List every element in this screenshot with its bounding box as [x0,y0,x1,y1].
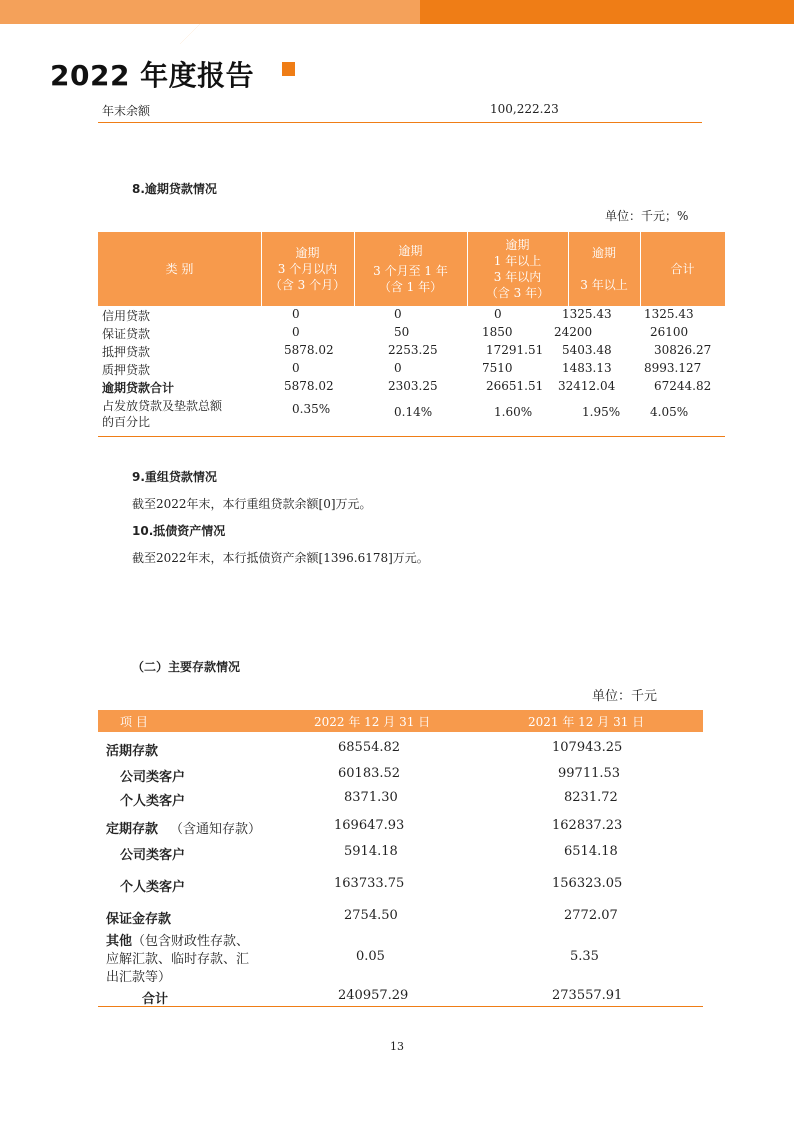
year-end-label: 年末余额 [102,104,151,118]
table-row: 抵押贷款 5878.02 2253.25 17291.51 5403.48 30826.27 [102,343,712,359]
report-title: 2022 年度报告 [50,59,255,92]
deposits-col-2021: 2021 年 12 月 31 日 [528,715,645,729]
deposits-unit: 单位：千元 [592,689,658,704]
overdue-heading: 8.逾期贷款情况 [132,182,217,196]
year-end-value: 100,222.23 [490,102,559,116]
overdue-col-1y-3y: 逾期 1 年以上 3 年以内 （含 3 年） [467,232,569,306]
table-row-total: 逾期贷款合计 5878.02 2303.25 26651.51 32412.04 67244.82 [102,379,712,395]
overdue-col-over-3y: 逾期 3 年以上 [568,232,641,306]
table-row: 质押贷款 0 0 7510 1483.13 8993.127 [102,361,702,377]
foreclosed-heading: 10.抵债资产情况 [132,524,226,538]
deposits-table-header [98,710,703,732]
page-number: 13 [390,1040,404,1053]
deposits-heading: （二）主要存款情况 [132,660,241,674]
title-accent-square [282,62,295,76]
year-end-row [98,100,702,123]
table-row: 保证贷款 0 50 1850 24200 26100 [102,325,689,341]
overdue-col-3m-1y: 逾期 3 个月至 1 年 （含 1 年） [354,232,468,306]
deposits-table: 项 目 2022 年 12 月 31 日 2021 年 12 月 31 日 活期存款 68554.82 107943.25 公司类客户 60183.52 99711.53 个人类客户 8371.30 8231.72 定期存款 （含通知存款） 169647.93 162837.23 公司类客户 5914.18 6514.18 个人类客户 163733.75 156323.05 保证金存款 2754.50 2772.07 其他（包含财政性存款、 应解汇款、临时存款、汇 出汇款等） 0.05 5.35 合计 240957.29 273557.91 [98,710,703,732]
overdue-table [98,232,725,430]
restructured-text: 截至2022年末，本行重组贷款余额[0]万元。 [132,497,372,511]
deposits-col-item: 项 目 [120,715,148,729]
overdue-table-header [98,232,725,306]
overdue-unit: 单位：千元；% [605,209,689,223]
table-row: 信用贷款 0 0 0 1325.43 1325.43 [102,307,694,323]
deposits-col-2022: 2022 年 12 月 31 日 [314,715,431,729]
overdue-col-total: 合计 [670,262,695,276]
overdue-col-category: 类 别 [98,232,262,306]
overdue-table-body [98,306,725,430]
restructured-heading: 9.重组贷款情况 [132,470,217,484]
overdue-table-bottom-rule [98,436,725,437]
overdue-col-within-3m: 逾期 3 个月以内 （含 3 个月） [261,232,355,306]
table-row-percentage: 占发放贷款及垫款总额 的百分比 0.35% 0.14% 1.60% 1.95% 4.05% [102,399,689,429]
foreclosed-text: 截至2022年末，本行抵债资产余额[1396.6178]万元。 [132,551,429,565]
deposits-table-bottom-rule [98,1006,703,1007]
